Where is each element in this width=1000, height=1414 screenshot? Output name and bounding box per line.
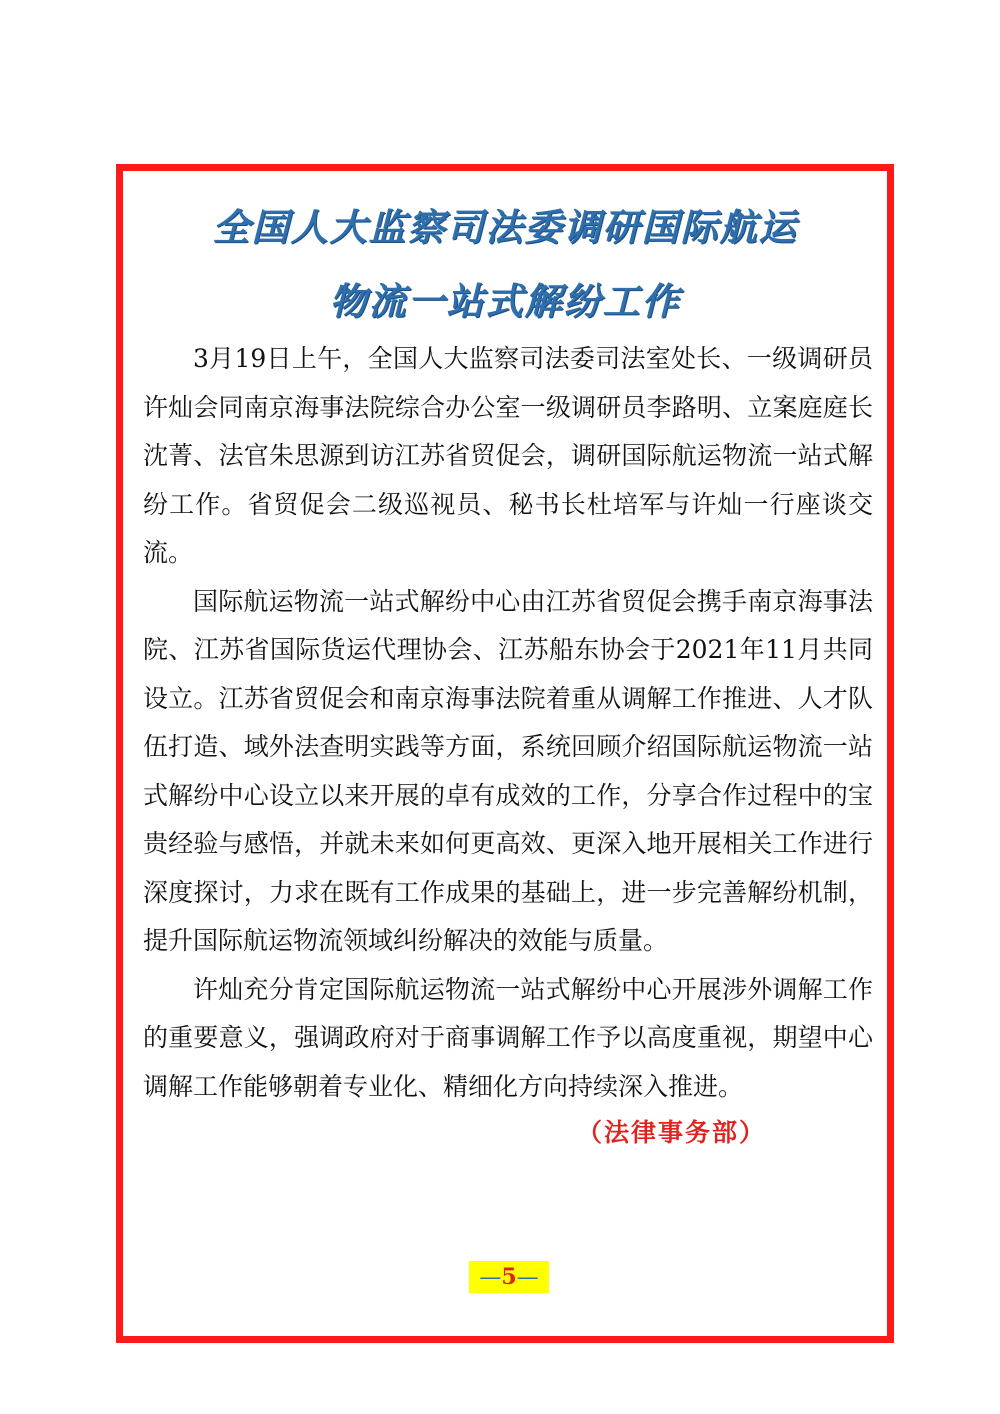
page-dash-left: —	[479, 1265, 502, 1290]
paragraph-3: 许灿充分肯定国际航运物流一站式解纷中心开展涉外调解工作的重要意义，强调政府对于商事调解工作予以高度重视，期望中心调解工作能够朝着专业化、精细化方向持续深入推进。	[143, 974, 873, 1101]
red-border-frame	[116, 164, 894, 1343]
paragraph-1: 3月19日上午，全国人大监察司法委司法室处长、一级调研员许灿会同南京海事法院综合办公室一级调研员李路明、立案庭庭长沈菁、法官朱思源到访江苏省贸促会，调研国际航运物流一站式解纷工作。省贸促会二级巡视员、秘书长杜培军与许灿一行座谈交流。	[143, 344, 873, 567]
title-line-1: 全国人大监察司法委调研国际航运	[212, 205, 798, 249]
page-dash-right: —	[516, 1265, 539, 1290]
page-number: 5	[501, 1264, 517, 1290]
paragraph-2: 国际航运物流一站式解纷中心由江苏省贸促会携手南京海事法院、江苏省国际货运代理协会、江苏船东协会于2021年11月共同设立。江苏省贸促会和南京海事法院着重从调解工作推进、人才队伍打造、域外法查明实践等方面，系统回顾介绍国际航运物流一站式解纷中心设立以来开展的卓有成效的工作，分享合作过程中的宝贵经验与感悟，并就未来如何更高效、更深入地开展相关工作进行深度探讨，力求在既有工作成果的基础上，进一步完善解纷机制，提升国际航运物流领域纠纷解决的效能与质量。	[143, 586, 873, 955]
article-body	[143, 335, 873, 1111]
signature-department: （法律事务部）	[577, 1118, 767, 1147]
page-number-badge	[469, 1261, 549, 1293]
title-line-2: 物流一站式解纷工作	[329, 279, 681, 323]
